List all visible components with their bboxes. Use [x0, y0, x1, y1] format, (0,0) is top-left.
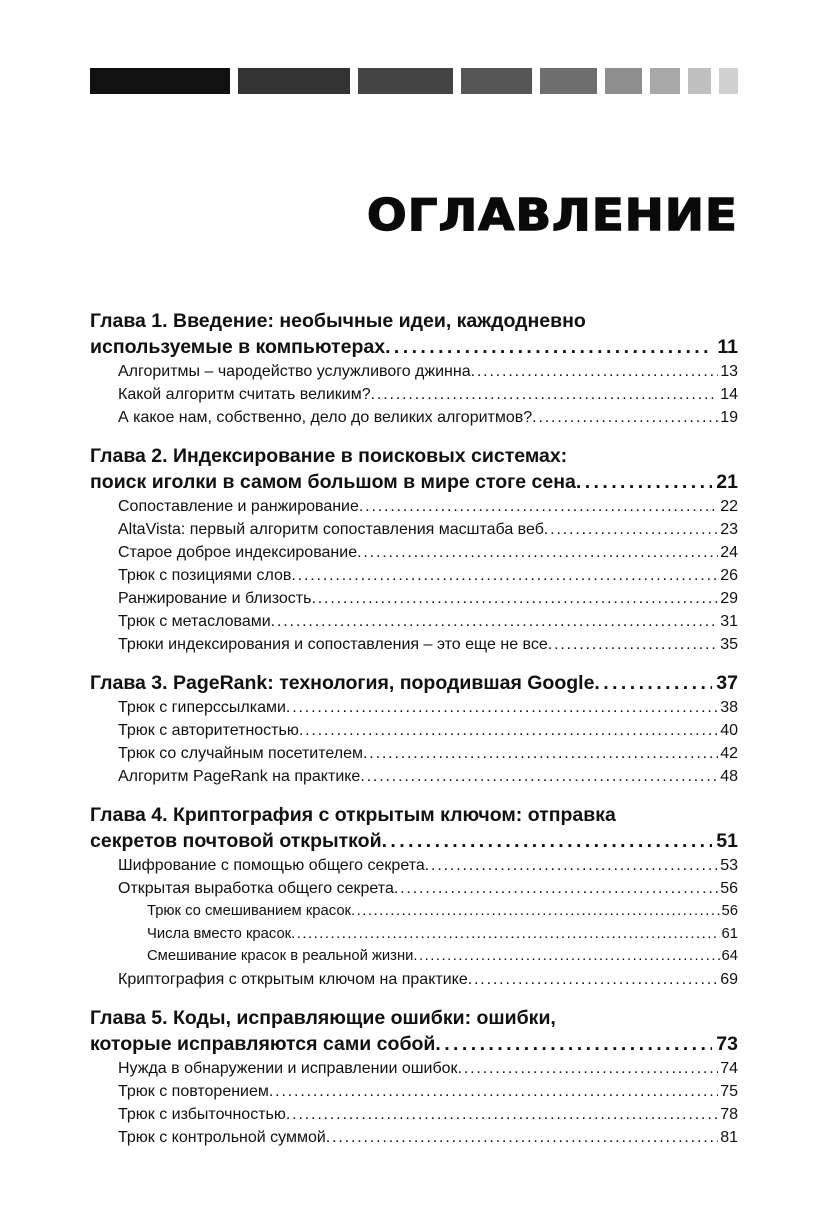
entry-label: Трюк с контрольной суммой	[118, 1128, 326, 1146]
dot-leader	[363, 742, 718, 765]
entry-page-number: 56	[720, 880, 738, 897]
entry-label: Шифрование с помощью общего секрета	[118, 857, 425, 874]
dot-leader	[359, 495, 718, 518]
entry-page-number: 74	[720, 1059, 738, 1077]
toc-section-entry[interactable]	[90, 877, 738, 900]
toc-section-entry[interactable]	[90, 1126, 738, 1149]
entry-label: Трюк с избыточностью	[118, 1105, 286, 1123]
entry-label: Смешивание красок в реальной жизни	[147, 948, 414, 964]
dot-leader	[291, 923, 719, 946]
dot-leader	[299, 719, 718, 742]
dot-leader	[271, 610, 719, 633]
bar-segment	[90, 68, 230, 94]
bar-segment	[540, 68, 597, 94]
entry-page-number: 31	[720, 613, 738, 630]
dot-leader	[435, 1031, 712, 1057]
chapter-title-line1: Глава 1. Введение: необычные идеи, каждодневно	[90, 310, 586, 332]
dot-leader	[413, 945, 719, 968]
bar-segment	[238, 68, 350, 94]
toc-section-entry[interactable]	[90, 1103, 738, 1126]
toc-subsection-entry[interactable]	[90, 900, 738, 923]
toc-section-entry[interactable]	[90, 541, 738, 564]
entry-page-number: 23	[720, 521, 738, 538]
chapter-title-line2: Глава 3. PageRank: технология, породившая Google	[90, 672, 595, 694]
entry-page-number: 69	[720, 970, 738, 988]
entry-page-number: 22	[720, 498, 738, 515]
toc-section-entry[interactable]	[90, 742, 738, 765]
entry-page-number: 13	[720, 363, 738, 380]
toc-section-entry[interactable]	[90, 360, 738, 383]
toc-section-entry[interactable]	[90, 610, 738, 633]
toc-section-entry[interactable]	[90, 587, 738, 610]
chapter-block	[90, 308, 738, 429]
bar-segment	[650, 68, 680, 94]
dot-leader	[544, 518, 718, 541]
entry-label: Трюк с авторитетностью	[118, 722, 299, 739]
dot-leader	[594, 670, 712, 696]
toc-subsection-entry[interactable]	[90, 923, 738, 946]
chapter-block	[90, 443, 738, 656]
chapter-title-line2: секретов почтовой открыткой	[90, 830, 382, 852]
dot-leader	[291, 564, 718, 587]
chapter-heading[interactable]	[90, 443, 738, 495]
entry-page-number: 19	[720, 409, 738, 426]
entry-page-number: 61	[721, 925, 738, 942]
dot-leader	[286, 1103, 718, 1126]
page-title: ОГЛАВЛЕНИЕ	[367, 190, 738, 241]
entry-label: Трюк со случайным посетителем	[118, 745, 363, 762]
dot-leader	[351, 900, 719, 923]
dot-leader	[576, 469, 712, 495]
entry-page-number: 14	[720, 386, 738, 403]
entry-page-number: 40	[720, 722, 738, 739]
chapter-heading[interactable]	[90, 1005, 738, 1057]
entry-label: Сопоставление и ранжирование	[118, 498, 359, 515]
toc-section-entry[interactable]	[90, 383, 738, 406]
chapter-page-number: 11	[717, 336, 738, 358]
chapter-page-number: 73	[716, 1032, 738, 1055]
entry-page-number: 53	[720, 857, 738, 874]
entry-label: Старое доброе индексирование	[118, 544, 358, 561]
bar-segment	[719, 68, 738, 94]
entry-page-number: 42	[720, 745, 738, 762]
entry-label: Какой алгоритм считать великим?	[118, 386, 371, 403]
dot-leader	[326, 1126, 718, 1149]
entry-label: Трюк с позициями слов	[118, 567, 292, 584]
toc-section-entry[interactable]	[90, 719, 738, 742]
bar-segment	[688, 68, 711, 94]
toc-section-entry[interactable]	[90, 1080, 738, 1103]
dot-leader	[311, 587, 718, 610]
entry-page-number: 24	[720, 544, 738, 561]
dot-leader	[382, 828, 713, 854]
chapter-heading[interactable]	[90, 802, 738, 854]
chapter-title-line1: Глава 4. Криптография с открытым ключом: отправка	[90, 804, 616, 826]
dot-leader	[385, 334, 713, 360]
toc-section-entry[interactable]	[90, 696, 738, 719]
bar-segment	[461, 68, 532, 94]
entry-page-number: 78	[720, 1105, 738, 1123]
dot-leader	[371, 383, 719, 406]
chapter-page-number: 37	[716, 672, 738, 694]
table-of-contents	[90, 308, 738, 1149]
toc-section-entry[interactable]	[90, 968, 738, 991]
dot-leader	[468, 968, 718, 991]
bar-segment	[358, 68, 453, 94]
dot-leader	[532, 406, 718, 429]
dot-leader	[286, 696, 718, 719]
entry-page-number: 56	[721, 903, 738, 919]
entry-label: Алгоритм PageRank на практике	[118, 768, 361, 785]
toc-section-entry[interactable]	[90, 854, 738, 877]
dot-leader	[548, 633, 718, 656]
chapter-block	[90, 670, 738, 788]
entry-label: Трюк со смешиванием красок	[147, 903, 352, 919]
entry-label: Криптография с открытым ключом на практике	[118, 970, 468, 988]
toc-section-entry[interactable]	[90, 1057, 738, 1080]
entry-label: Трюк с повторением	[118, 1082, 269, 1100]
chapter-block	[90, 1005, 738, 1149]
chapter-title-line1: Глава 2. Индексирование в поисковых системах:	[90, 445, 568, 467]
toc-section-entry[interactable]	[90, 564, 738, 587]
dot-leader	[471, 360, 719, 383]
entry-page-number: 81	[720, 1128, 738, 1146]
entry-label: Числа вместо красок	[147, 925, 292, 942]
entry-page-number: 48	[720, 768, 738, 785]
chapter-title-line1: Глава 5. Коды, исправляющие ошибки: ошибки,	[90, 1006, 556, 1029]
entry-label: Трюк с метасловами	[118, 613, 271, 630]
entry-page-number: 38	[720, 699, 738, 716]
bar-segment	[605, 68, 642, 94]
decorative-gradient-bar	[90, 68, 738, 94]
dot-leader	[394, 877, 718, 900]
dot-leader	[357, 541, 718, 564]
chapter-heading[interactable]	[90, 670, 738, 696]
entry-label: Трюк с гиперссылками	[118, 699, 286, 716]
chapter-title-line2: используемые в компьютерах	[90, 336, 386, 358]
entry-page-number: 75	[720, 1082, 738, 1100]
toc-section-entry[interactable]	[90, 633, 738, 656]
entry-page-number: 64	[721, 948, 738, 964]
entry-label: Трюки индексирования и сопоставления – это еще не все	[118, 636, 548, 653]
toc-section-entry[interactable]	[90, 495, 738, 518]
chapter-title-line2: которые исправляются сами собой	[90, 1032, 436, 1055]
entry-label: Алгоритмы – чародейство услужливого джинна	[118, 363, 471, 380]
entry-label: Ранжирование и близость	[118, 590, 312, 607]
entry-label: Открытая выработка общего секрета	[118, 880, 394, 897]
chapter-page-number: 51	[716, 830, 738, 852]
dot-leader	[360, 765, 718, 788]
entry-label: Нужда в обнаружении и исправлении ошибок	[118, 1059, 458, 1077]
chapter-page-number: 21	[716, 471, 738, 493]
entry-label: А какое нам, собственно, дело до великих алгоритмов?	[118, 409, 533, 426]
chapter-heading[interactable]	[90, 308, 738, 360]
dot-leader	[458, 1057, 719, 1080]
entry-page-number: 35	[720, 636, 738, 653]
chapter-title-line2: поиск иголки в самом большом в мире стоге сена	[90, 471, 576, 493]
toc-subsection-entry[interactable]	[90, 945, 738, 968]
toc-section-entry[interactable]	[90, 765, 738, 788]
entry-label: AltaVista: первый алгоритм сопоставления масштаба веб	[118, 521, 544, 538]
chapter-block	[90, 802, 738, 991]
toc-section-entry[interactable]	[90, 406, 738, 429]
entry-page-number: 26	[720, 567, 738, 584]
dot-leader	[269, 1080, 718, 1103]
entry-page-number: 29	[720, 590, 738, 607]
toc-section-entry[interactable]	[90, 518, 738, 541]
dot-leader	[425, 854, 718, 877]
